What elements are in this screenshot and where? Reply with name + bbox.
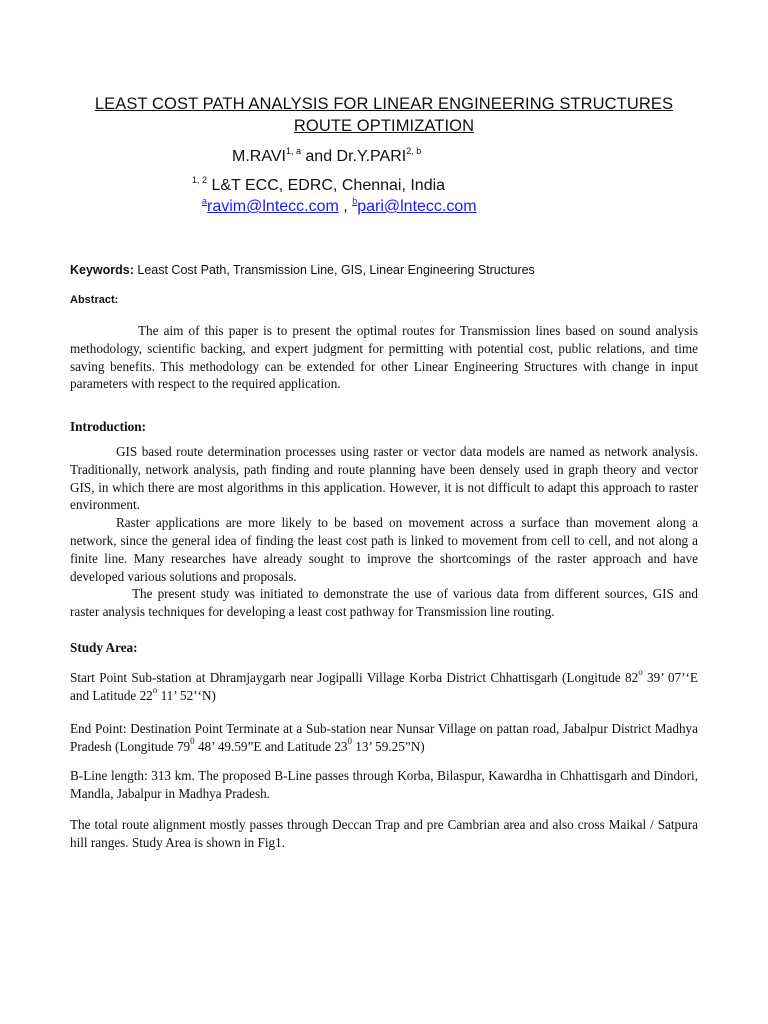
degree-symbol: o: [152, 684, 158, 695]
introduction-heading: Introduction:: [70, 419, 146, 434]
start-point-latitude-rest: 11’ 52’‘N): [157, 687, 216, 703]
route-paragraph: [70, 816, 698, 852]
abstract-paragraph: [70, 322, 698, 393]
author-2-superscript: 2, b: [406, 146, 422, 156]
start-point-paragraph: [70, 667, 702, 705]
paper-title-line-2: ROUTE OPTIMIZATION: [293, 117, 475, 135]
start-point-longitude-rest: 39’ 07’‘E and Latitude 22: [70, 670, 702, 703]
abstract-text: The aim of this paper is to present the optimal routes for Transmission lines based on sound analysis methodology, scientific backing, and expert judgment for permitting with potential cost, public relations, and time saving benefits. This methodology can be extended for other Linear Engineering Structures with change in input parameters with respect to the required application.: [70, 323, 698, 392]
author-1-superscript: 1, a: [285, 146, 301, 156]
introduction-paragraph-1: GIS based route determination processes using raster or vector data models are named as network analysis. Traditionally, network analysis, path finding and route planning have been densely used in graph theory and vector GIS, in which there are most algorithms in this application. However, it is not difficult to adapt this approach to raster environment.: [70, 444, 698, 513]
author-1: M.RAVI: [232, 148, 286, 165]
end-point-text: [70, 720, 698, 756]
b-line-text: B-Line length: 313 km. The proposed B-Line passes through Korba, Bilaspur, Kawardha in Chhattisgarh and Dindori, Mandla, Jabalpur in Madhya Pradesh.: [70, 768, 698, 801]
paper-title: [40, 93, 728, 137]
author-conjunction: and: [300, 148, 337, 165]
introduction-paragraph-2: Raster applications are more likely to be based on movement across a surface than movement along a network, since the general idea of finding the least cost path is linked to movement from cell to cell, and not along a finite line. Many researches have already sought to improve the shortcomings of the raster approach and have developed various solutions and proposals.: [70, 515, 698, 584]
introduction-paragraph-3: The present study was initiated to demonstrate the use of various data from different sources, GIS and raster analysis techniques for developing a least cost pathway for Transmission line routing.: [70, 586, 698, 620]
affiliation-text: L&T ECC, EDRC, Chennai, India: [207, 177, 446, 194]
end-point-main: End Point: Destination Point Terminate at a Sub-station near Nunsar Village on pattan road, Jabalpur District Madhya Pradesh (Longitude 79: [70, 721, 698, 754]
route-text: The total route alignment mostly passes through Deccan Trap and pre Cambrian area and also cross Maikal / Satpura hill ranges. Study Area is shown in Fig1.: [70, 817, 698, 850]
degree-symbol: o: [638, 667, 643, 677]
end-point-paragraph: [70, 720, 698, 756]
keywords-label: Keywords:: [70, 263, 134, 277]
author-line: [232, 146, 421, 168]
end-point-latitude-rest: 13’ 59.25”N): [351, 738, 425, 754]
email-b-link[interactable]: pari@lntecc.com: [357, 198, 477, 215]
email-a-link[interactable]: ravim@lntecc.com: [207, 198, 339, 215]
email-b-superscript: b: [352, 196, 358, 206]
abstract-label: Abstract:: [70, 294, 119, 306]
end-point-longitude-rest: 48’ 49.59”E and Latitude 23: [194, 738, 348, 754]
author-2: Dr.Y.PARI: [336, 148, 407, 165]
study-area-heading: Study Area:: [70, 640, 138, 655]
keywords-line: [70, 262, 535, 278]
degree-symbol: 0: [347, 735, 352, 746]
start-point-text: [70, 667, 702, 705]
affiliation-line: [192, 175, 445, 197]
paper-title-line-1: LEAST COST PATH ANALYSIS FOR LINEAR ENGINEERING STRUCTURES: [94, 95, 674, 113]
email-separator: ,: [338, 198, 353, 215]
start-point-main: Start Point Sub-station at Dhramjaygarh near Jogipalli Village Korba District Chhattisgarh (Longitude 82: [70, 670, 639, 685]
b-line-paragraph: [70, 767, 698, 803]
degree-symbol: 0: [190, 735, 195, 746]
email-a-superscript: a: [202, 196, 208, 206]
introduction-body: [70, 443, 698, 621]
keywords-text: Least Cost Path, Transmission Line, GIS, Linear Engineering Structures: [133, 263, 535, 277]
affiliation-superscript: 1, 2: [192, 175, 208, 185]
email-line: [202, 197, 477, 217]
